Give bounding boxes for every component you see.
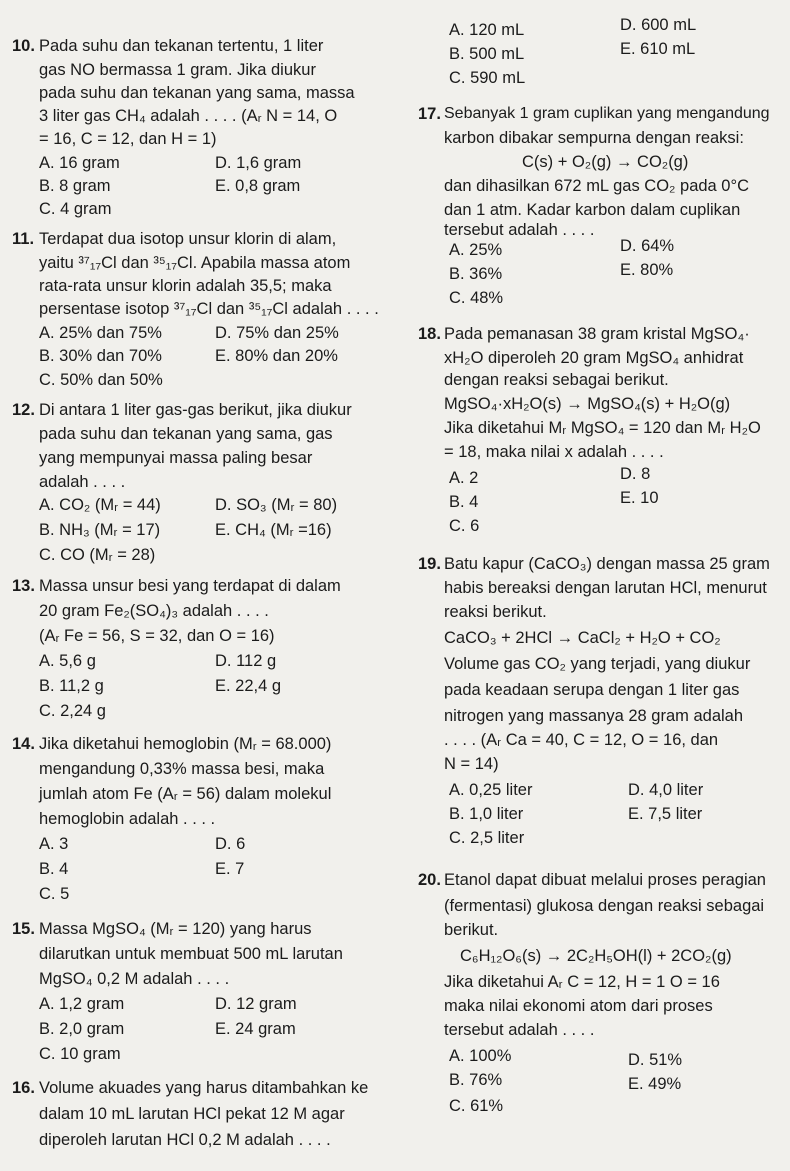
q12-option-a[interactable]: A. CO₂ (Mᵣ = 44): [39, 496, 161, 514]
q20-option-b[interactable]: B. 76%: [449, 1071, 503, 1089]
q17-line-2: karbon dibakar sempurna dengan reaksi:: [444, 129, 744, 147]
q17-line-5: dan 1 atm. Kadar karbon dalam cuplikan: [444, 201, 741, 219]
q20-line-3: berikut.: [444, 921, 499, 939]
q17-number: 17.: [418, 105, 441, 123]
q18-number: 18.: [418, 325, 441, 343]
q19-option-b[interactable]: B. 1,0 liter: [449, 805, 524, 823]
q13-option-d[interactable]: D. 112 g: [215, 652, 277, 670]
q16-line-1: Volume akuades yang harus ditambahkan ke: [39, 1079, 369, 1097]
q18-line-1: Pada pemanasan 38 gram kristal MgSO₄·: [444, 325, 750, 343]
q12-option-d[interactable]: D. SO₃ (Mᵣ = 80): [215, 496, 338, 514]
q11-line-1: Terdapat dua isotop unsur klorin di alam,: [39, 230, 337, 248]
q16-option-c[interactable]: C. 590 mL: [449, 69, 526, 87]
q14-option-b[interactable]: B. 4: [39, 860, 69, 878]
q18-option-a[interactable]: A. 2: [449, 469, 479, 487]
q13-option-b[interactable]: B. 11,2 g: [39, 677, 104, 695]
q16-line-3: diperoleh larutan HCl 0,2 M adalah . . . .: [39, 1131, 331, 1149]
q20-option-d[interactable]: D. 51%: [628, 1051, 683, 1069]
q17-line-1: Sebanyak 1 gram cuplikan yang mengandung: [444, 105, 770, 122]
q19-option-d[interactable]: D. 4,0 liter: [628, 781, 704, 799]
q12-line-2: pada suhu dan tekanan yang sama, gas: [39, 425, 333, 443]
q19-number: 19.: [418, 555, 441, 573]
q19-line-3: reaksi berikut.: [444, 603, 547, 621]
q11-line-2: yaitu ³⁷₁₇Cl dan ³⁵₁₇Cl. Apabila massa atom: [39, 254, 351, 272]
q19-equation: CaCO₃ + 2HCl → CaCl₂ + H₂O + CO₂: [444, 629, 721, 647]
q20-number: 20.: [418, 871, 441, 889]
q17-line-4: dan dihasilkan 672 mL gas CO₂ pada 0°C: [444, 177, 749, 195]
q13-number: 13.: [12, 577, 35, 595]
q14-line-4: hemoglobin adalah . . . .: [39, 810, 216, 828]
q18-equation: MgSO₄·xH₂O(s) → MgSO₄(s) + H₂O(g): [444, 395, 731, 413]
q17-line-6: tersebut adalah . . . .: [444, 221, 595, 239]
q12-option-b[interactable]: B. NH₃ (Mᵣ = 17): [39, 521, 161, 539]
q14-line-2: mengandung 0,33% massa besi, maka: [39, 760, 325, 778]
q19-line-2: habis bereaksi dengan larutan HCl, menurut: [444, 579, 767, 597]
q14-line-3: jumlah atom Fe (Aᵣ = 56) dalam molekul: [39, 785, 332, 803]
q19-line-6: pada keadaan serupa dengan 1 liter gas: [444, 681, 740, 699]
q17-option-c[interactable]: C. 48%: [449, 289, 504, 307]
q12-option-e[interactable]: E. CH₄ (Mᵣ =16): [215, 521, 332, 539]
q18-line-3: dengan reaksi sebagai berikut.: [444, 371, 669, 389]
q20-option-c[interactable]: C. 61%: [449, 1097, 504, 1115]
q15-option-c[interactable]: C. 10 gram: [39, 1045, 121, 1063]
q15-option-b[interactable]: B. 2,0 gram: [39, 1020, 125, 1038]
q18-option-b[interactable]: B. 4: [449, 493, 479, 511]
q11-option-e[interactable]: E. 80% dan 20%: [215, 347, 338, 365]
q14-option-a[interactable]: A. 3: [39, 835, 69, 853]
q12-number: 12.: [12, 401, 35, 419]
q11-option-c[interactable]: C. 50% dan 50%: [39, 371, 163, 389]
q11-option-d[interactable]: D. 75% dan 25%: [215, 324, 339, 342]
q20-line-5: Jika diketahui Aᵣ C = 12, H = 1 O = 16: [444, 973, 720, 991]
q10-option-a[interactable]: A. 16 gram: [39, 154, 120, 172]
q11-option-b[interactable]: B. 30% dan 70%: [39, 347, 162, 365]
q19-line-7: nitrogen yang massanya 28 gram adalah: [444, 707, 744, 725]
q10-line-1: Pada suhu dan tekanan tertentu, 1 liter: [39, 37, 324, 55]
q15-option-e[interactable]: E. 24 gram: [215, 1020, 296, 1038]
q16-option-e[interactable]: E. 610 mL: [620, 40, 696, 58]
q13-option-c[interactable]: C. 2,24 g: [39, 702, 106, 720]
q18-line-6: = 18, maka nilai x adalah . . . .: [444, 443, 664, 461]
q19-line-9: N = 14): [444, 755, 499, 773]
q11-line-4: persentase isotop ³⁷₁₇Cl dan ³⁵₁₇Cl adalah . . . .: [39, 300, 379, 318]
q14-option-c[interactable]: C. 5: [39, 885, 70, 903]
q11-line-3: rata-rata unsur klorin adalah 35,5; maka: [39, 277, 332, 295]
q20-equation: C₆H₁₂O₆(s) → 2C₂H₅OH(l) + 2CO₂(g): [460, 947, 732, 965]
q19-option-c[interactable]: C. 2,5 liter: [449, 829, 525, 847]
q10-option-b[interactable]: B. 8 gram: [39, 177, 111, 195]
q10-option-e[interactable]: E. 0,8 gram: [215, 177, 301, 195]
q17-option-a[interactable]: A. 25%: [449, 241, 503, 259]
q19-option-e[interactable]: E. 7,5 liter: [628, 805, 703, 823]
q17-option-e[interactable]: E. 80%: [620, 261, 674, 279]
q18-option-e[interactable]: E. 10: [620, 489, 659, 507]
q18-line-5: Jika diketahui Mᵣ MgSO₄ = 120 dan Mᵣ H₂O: [444, 419, 761, 437]
q14-option-e[interactable]: E. 7: [215, 860, 245, 878]
q12-line-1: Di antara 1 liter gas-gas berikut, jika diukur: [39, 401, 352, 419]
q15-line-2: dilarutkan untuk membuat 500 mL larutan: [39, 945, 343, 963]
q11-number: 11.: [12, 230, 35, 248]
q14-option-d[interactable]: D. 6: [215, 835, 246, 853]
q17-option-d[interactable]: D. 64%: [620, 237, 675, 255]
q15-line-3: MgSO₄ 0,2 M adalah . . . .: [39, 970, 230, 988]
q15-line-1: Massa MgSO₄ (Mᵣ = 120) yang harus: [39, 920, 312, 938]
q15-option-d[interactable]: D. 12 gram: [215, 995, 297, 1013]
q10-line-5: = 16, C = 12, dan H = 1): [39, 130, 217, 148]
q19-line-8: . . . . (Aᵣ Ca = 40, C = 12, O = 16, dan: [444, 731, 719, 749]
q12-line-3: yang mempunyai massa paling besar: [39, 449, 313, 467]
q16-option-d[interactable]: D. 600 mL: [620, 16, 697, 34]
q17-equation: C(s) + O₂(g) → CO₂(g): [522, 153, 689, 171]
q12-line-4: adalah . . . .: [39, 473, 126, 491]
q16-option-a[interactable]: A. 120 mL: [449, 21, 525, 39]
q16-number: 16.: [12, 1079, 35, 1097]
q15-number: 15.: [12, 920, 35, 938]
q16-option-b[interactable]: B. 500 mL: [449, 45, 525, 63]
q18-line-2: xH₂O diperoleh 20 gram MgSO₄ anhidrat: [444, 349, 744, 367]
q10-line-3: pada suhu dan tekanan yang sama, massa: [39, 84, 355, 102]
q20-option-e[interactable]: E. 49%: [628, 1075, 682, 1093]
q10-line-4: 3 liter gas CH₄ adalah . . . . (Aᵣ N = 14, O: [39, 107, 338, 125]
q15-option-a[interactable]: A. 1,2 gram: [39, 995, 125, 1013]
q13-line-3: (Aᵣ Fe = 56, S = 32, dan O = 16): [39, 627, 275, 645]
q13-line-1: Massa unsur besi yang terdapat di dalam: [39, 577, 341, 595]
q20-line-6: maka nilai ekonomi atom dari proses: [444, 997, 713, 1015]
q17-option-b[interactable]: B. 36%: [449, 265, 503, 283]
q19-option-a[interactable]: A. 0,25 liter: [449, 781, 533, 799]
q19-line-5: Volume gas CO₂ yang terjadi, yang diukur: [444, 655, 751, 673]
q13-option-a[interactable]: A. 5,6 g: [39, 652, 96, 670]
q14-line-1: Jika diketahui hemoglobin (Mᵣ = 68.000): [39, 735, 332, 753]
q20-option-a[interactable]: A. 100%: [449, 1047, 512, 1065]
q18-option-d[interactable]: D. 8: [620, 465, 651, 483]
q10-option-c[interactable]: C. 4 gram: [39, 200, 112, 218]
q18-option-c[interactable]: C. 6: [449, 517, 480, 535]
q16-line-2: dalam 10 mL larutan HCl pekat 12 M agar: [39, 1105, 345, 1123]
q20-line-1: Etanol dapat dibuat melalui proses peragian: [444, 871, 766, 889]
q10-line-2: gas NO bermassa 1 gram. Jika diukur: [39, 61, 316, 79]
q11-option-a[interactable]: A. 25% dan 75%: [39, 324, 162, 342]
q19-line-1: Batu kapur (CaCO₃) dengan massa 25 gram: [444, 555, 770, 573]
q14-number: 14.: [12, 735, 35, 753]
q20-line-7: tersebut adalah . . . .: [444, 1021, 595, 1039]
q13-option-e[interactable]: E. 22,4 g: [215, 677, 282, 695]
q12-option-c[interactable]: C. CO (Mᵣ = 28): [39, 546, 156, 564]
q10-option-d[interactable]: D. 1,6 gram: [215, 154, 302, 172]
q10-number: 10.: [12, 37, 35, 55]
q13-line-2: 20 gram Fe₂(SO₄)₃ adalah . . . .: [39, 602, 269, 620]
q20-line-2: (fermentasi) glukosa dengan reaksi sebagai: [444, 897, 765, 915]
